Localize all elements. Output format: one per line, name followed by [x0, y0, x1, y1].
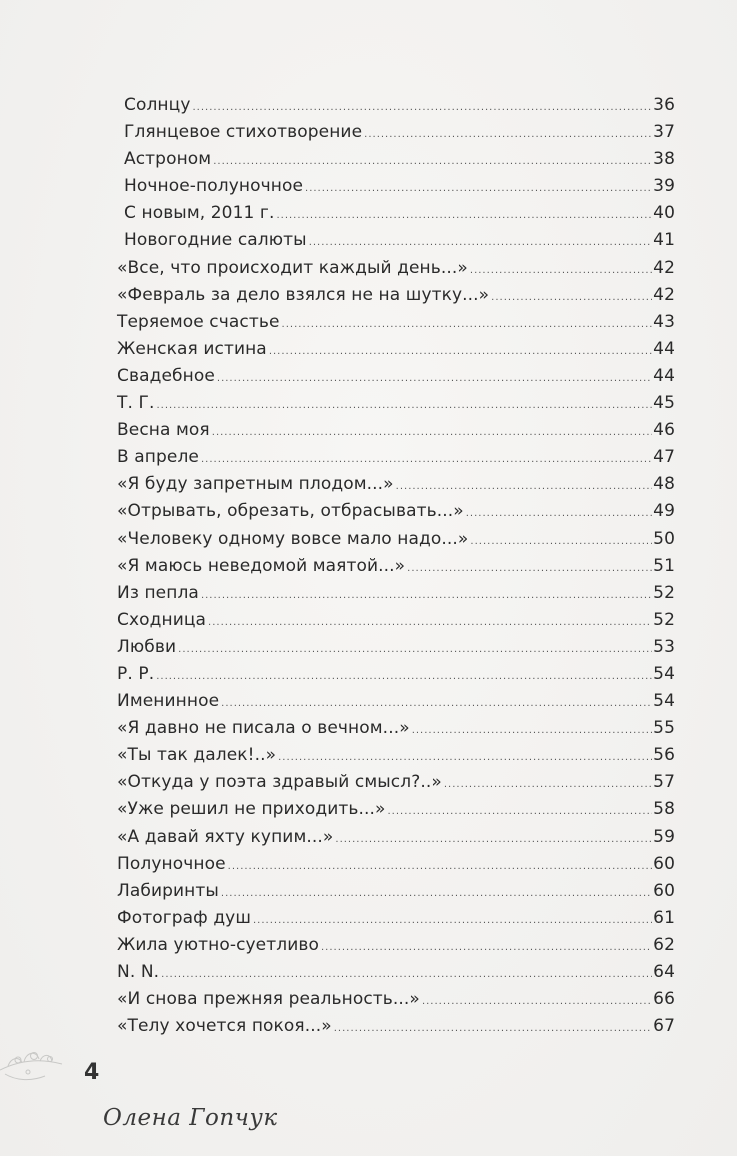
- page-number: 4: [84, 1060, 100, 1085]
- toc-entry-title: Именинное: [117, 691, 220, 712]
- toc-entry-page: 45: [653, 393, 675, 414]
- toc-entry-title: «Откуда у поэта здравый смысл?..»: [117, 772, 442, 793]
- toc-entry-page: 57: [653, 772, 675, 793]
- dot-leader: [253, 907, 652, 934]
- dot-leader: [305, 175, 652, 202]
- toc-entry-title: Фотограф душ: [117, 907, 251, 928]
- toc-entry: [117, 769, 675, 796]
- dot-leader: [335, 826, 652, 853]
- toc-entry-page: 54: [653, 691, 675, 712]
- toc-entry-title: «Я буду запретным плодом...»: [117, 474, 394, 495]
- toc-entry-title: Новогодние салюты: [124, 230, 307, 251]
- toc-entry-page: 52: [653, 582, 675, 603]
- table-of-contents: [117, 92, 675, 1040]
- toc-entry: [117, 444, 675, 471]
- toc-entry-page: 51: [653, 555, 675, 576]
- toc-entry: [117, 932, 675, 959]
- toc-entry-title: С новым, 2011 г.: [124, 203, 275, 224]
- toc-entry: [117, 173, 675, 200]
- dot-leader: [282, 311, 653, 338]
- dot-leader: [309, 229, 652, 256]
- toc-entry-title: «Отрывать, обрезать, отбрасывать...»: [117, 501, 464, 522]
- toc-entry-title: «Телу хочется покоя...»: [117, 1016, 332, 1037]
- toc-entry: [117, 905, 675, 932]
- toc-entry-page: 40: [653, 203, 675, 224]
- toc-entry-page: 54: [653, 663, 675, 684]
- toc-entry-title: Любви: [117, 636, 177, 657]
- dot-leader: [221, 880, 652, 907]
- dot-leader: [276, 202, 652, 229]
- toc-entry-page: 39: [653, 176, 675, 197]
- toc-entry-page: 67: [653, 1016, 675, 1037]
- toc-entry-page: 62: [653, 934, 675, 955]
- toc-entry-page: 56: [653, 745, 675, 766]
- toc-entry-page: 60: [653, 853, 675, 874]
- toc-entry-page: 46: [653, 420, 675, 441]
- toc-entry: [117, 227, 675, 254]
- toc-entry-title: «Февраль за дело взялся не на шутку...»: [117, 284, 490, 305]
- toc-entry-page: 66: [653, 989, 675, 1010]
- toc-entry-title: Астроном: [124, 149, 212, 170]
- dot-leader: [396, 473, 653, 500]
- dot-leader: [444, 771, 652, 798]
- toc-entry-title: «Ты так далек!..»: [117, 745, 277, 766]
- dot-leader: [491, 284, 652, 311]
- toc-entry-page: 41: [653, 230, 675, 251]
- toc-entry: [117, 742, 675, 769]
- toc-entry-page: 42: [653, 257, 675, 278]
- toc-entry-title: Ночное-полуночное: [124, 176, 304, 197]
- toc-entry-page: 49: [653, 501, 675, 522]
- toc-entry-title: Полуночное: [117, 853, 226, 874]
- toc-entry-title: «А давай яхту купим...»: [117, 826, 334, 847]
- toc-entry-page: 44: [653, 338, 675, 359]
- toc-entry-title: «Все, что происходит каждый день...»: [117, 257, 468, 278]
- toc-entry: [117, 417, 675, 444]
- dot-leader: [221, 690, 652, 717]
- dot-leader: [201, 446, 652, 473]
- toc-entry-page: 59: [653, 826, 675, 847]
- toc-entry: [117, 336, 675, 363]
- toc-entry-title: «И снова прежняя реальность...»: [117, 989, 420, 1010]
- toc-entry: [117, 878, 675, 905]
- toc-entry: [117, 526, 675, 553]
- dot-leader: [217, 365, 652, 392]
- toc-entry-page: 52: [653, 609, 675, 630]
- dot-leader: [192, 94, 652, 121]
- dot-leader: [208, 609, 652, 636]
- toc-entry: [117, 146, 675, 173]
- toc-entry-title: Сходница: [117, 609, 207, 630]
- dot-leader: [321, 934, 652, 961]
- toc-entry-title: Женская истина: [117, 338, 267, 359]
- author-signature: Олена Гопчук: [103, 1105, 278, 1131]
- toc-entry-page: 53: [653, 636, 675, 657]
- toc-entry-title: «Уже решил не приходить...»: [117, 799, 386, 820]
- toc-entry-title: Из пепла: [117, 582, 199, 603]
- dot-leader: [334, 1015, 652, 1042]
- toc-entry-title: Глянцевое стихотворение: [124, 122, 363, 143]
- toc-entry-title: «Человеку одному вовсе мало надо...»: [117, 528, 469, 549]
- toc-entry: [117, 715, 675, 742]
- dot-leader: [412, 717, 652, 744]
- toc-entry-title: «Я давно не писала о вечном...»: [117, 718, 410, 739]
- toc-entry-page: 50: [653, 528, 675, 549]
- toc-entry-page: 42: [653, 284, 675, 305]
- toc-entry: [117, 986, 675, 1013]
- dot-leader: [407, 555, 652, 582]
- toc-entry-page: 61: [653, 907, 675, 928]
- toc-entry: [117, 959, 675, 986]
- toc-entry-title: Т. Г.: [117, 393, 155, 414]
- dot-leader: [470, 528, 652, 555]
- toc-entry-page: 44: [653, 365, 675, 386]
- toc-entry-page: 47: [653, 447, 675, 468]
- toc-entry: [117, 363, 675, 390]
- dot-leader: [213, 148, 652, 175]
- toc-entry-page: 64: [653, 962, 675, 982]
- toc-entry: [117, 200, 675, 227]
- toc-entry-page: 36: [653, 95, 675, 115]
- dot-leader: [278, 744, 652, 771]
- dot-leader: [212, 419, 652, 446]
- dot-leader: [228, 853, 653, 880]
- floral-ornament-icon: [0, 1030, 90, 1090]
- toc-entry: [117, 824, 675, 851]
- toc-entry-page: 43: [653, 311, 675, 332]
- toc-entry: [117, 796, 675, 823]
- toc-entry-title: Солнцу: [124, 95, 191, 115]
- dot-leader: [364, 121, 652, 148]
- toc-entry: [117, 282, 675, 309]
- toc-entry: [117, 688, 675, 715]
- toc-entry: [117, 92, 675, 119]
- toc-entry-title: Жила уютно-суетливо: [117, 934, 319, 955]
- toc-entry: [117, 580, 675, 607]
- dot-leader: [466, 500, 652, 527]
- toc-entry: [117, 1013, 675, 1040]
- toc-entry-page: 58: [653, 799, 675, 820]
- toc-entry-page: 48: [653, 474, 675, 495]
- toc-entry-page: 55: [653, 718, 675, 739]
- toc-entry: [117, 309, 675, 336]
- toc-entry: [117, 471, 675, 498]
- toc-entry: [117, 498, 675, 525]
- dot-leader: [470, 257, 652, 284]
- toc-entry-page: 60: [653, 880, 675, 901]
- toc-entry-title: «Я маюсь неведомой маятой...»: [117, 555, 406, 576]
- toc-entry: [117, 255, 675, 282]
- toc-entry-title: Р. Р.: [117, 663, 155, 684]
- toc-entry-title: N. N.: [117, 962, 160, 982]
- toc-entry-page: 38: [653, 149, 675, 170]
- toc-entry: [117, 607, 675, 634]
- dot-leader: [269, 338, 652, 365]
- toc-entry-title: Весна моя: [117, 420, 210, 441]
- dot-leader: [201, 582, 652, 609]
- toc-entry-title: Свадебное: [117, 365, 215, 386]
- dot-leader: [156, 663, 652, 690]
- toc-entry: [117, 634, 675, 661]
- toc-entry-title: Теряемое счастье: [117, 311, 280, 332]
- toc-entry-title: Лабиринты: [117, 880, 219, 901]
- dot-leader: [178, 636, 652, 663]
- dot-leader: [161, 961, 652, 988]
- toc-entry: [117, 661, 675, 688]
- toc-entry-title: В апреле: [117, 447, 199, 468]
- toc-entry-page: 37: [653, 122, 675, 143]
- dot-leader: [156, 392, 652, 419]
- toc-entry: [117, 119, 675, 146]
- dot-leader: [422, 988, 652, 1015]
- toc-entry: [117, 851, 675, 878]
- toc-entry: [117, 390, 675, 417]
- dot-leader: [388, 798, 653, 825]
- toc-entry: [117, 553, 675, 580]
